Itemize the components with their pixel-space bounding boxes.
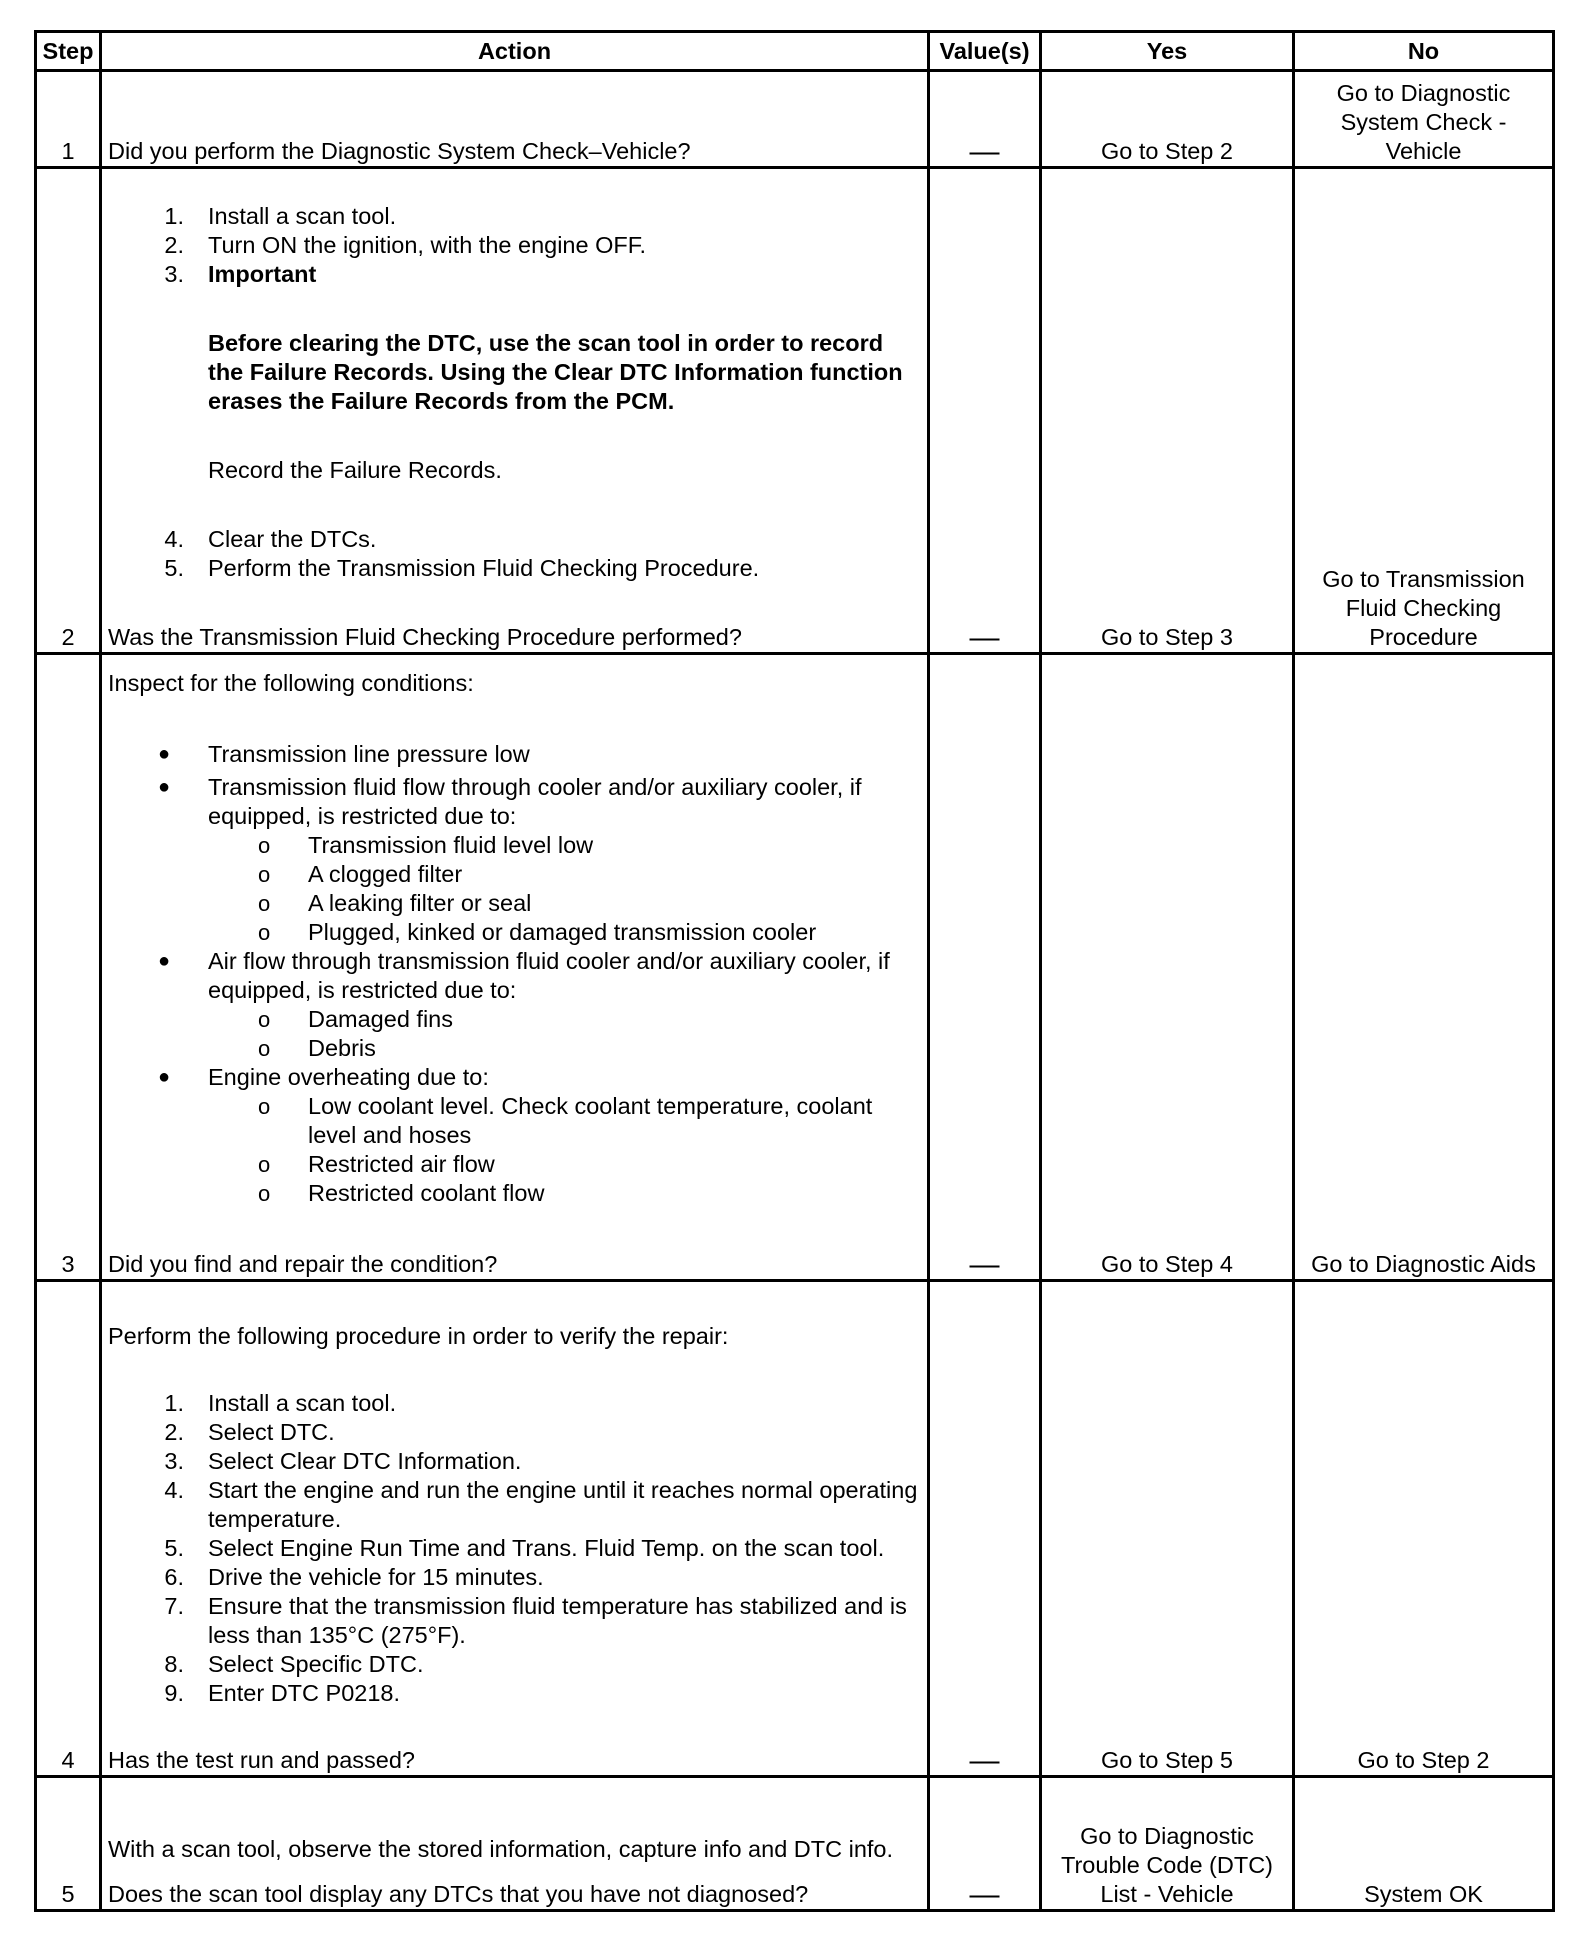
- sub-item: o Debris: [258, 1035, 376, 1061]
- circle-bullet-icon: o: [258, 1094, 271, 1119]
- question-text: Did you find and repair the condition?: [108, 1251, 498, 1277]
- list-item: 9. Enter DTC P0218.: [164, 1680, 401, 1706]
- bullet-icon: ●: [158, 950, 171, 972]
- value-dash: —: [929, 1281, 1041, 1777]
- header-values: Value(s): [929, 32, 1041, 71]
- step-number: 4: [36, 1281, 101, 1777]
- question-text: Was the Transmission Fluid Checking Procedure performed?: [108, 624, 742, 650]
- table-row: [36, 654, 1554, 1281]
- intro-text: Perform the following procedure in order to verify the repair:: [108, 1323, 729, 1349]
- circle-bullet-icon: o: [258, 833, 271, 858]
- bullet-icon: ●: [158, 1066, 171, 1088]
- value-dash: —: [929, 1777, 1041, 1911]
- sub-item: o Plugged, kinked or damaged transmission cooler: [258, 919, 817, 945]
- yes-link[interactable]: Go to Step 4: [1041, 654, 1294, 1281]
- question-text: Did you perform the Diagnostic System Check–Vehicle?: [108, 138, 691, 164]
- question-text: Does the scan tool display any DTCs that you have not diagnosed?: [108, 1881, 809, 1907]
- circle-bullet-icon: o: [258, 1036, 271, 1061]
- step-number: 5: [36, 1777, 101, 1911]
- yes-link[interactable]: Go to Diagnostic Trouble Code (DTC) List - Vehicle: [1041, 1777, 1294, 1911]
- step-action: [101, 1281, 929, 1777]
- no-link[interactable]: Go to Transmission Fluid Checking Procedure: [1294, 168, 1554, 654]
- sub-item: o Transmission fluid level low: [258, 832, 594, 858]
- header-action: Action: [101, 32, 929, 71]
- sub-item: o Restricted air flow: [258, 1151, 495, 1177]
- list-item: 8. Select Specific DTC.: [164, 1651, 424, 1677]
- no-link[interactable]: Go to Diagnostic System Check - Vehicle: [1294, 71, 1554, 168]
- list-item: ● Transmission fluid flow through cooler and/or auxiliary cooler, if equipped, is restricted due to: o Transmission fluid level low o A clogged filter o A leaking filter or seal o Plugged, kinked or damaged transmission cooler: [108, 773, 921, 947]
- no-link[interactable]: Go to Step 2: [1294, 1281, 1554, 1777]
- important-note: Before clearing the DTC, use the scan tool in order to record the Failure Records. Using the Clear DTC Information function erases the Failure Records from the PCM.: [208, 330, 903, 414]
- list-item: 2. Select DTC.: [164, 1419, 335, 1445]
- diagnostic-table: [34, 30, 1555, 1912]
- question-text: Has the test run and passed?: [108, 1747, 416, 1773]
- circle-bullet-icon: o: [258, 1007, 271, 1032]
- step-action: [101, 71, 929, 168]
- step-action: [101, 654, 929, 1281]
- procedure-list: [108, 1389, 921, 1708]
- step-action: [101, 168, 929, 654]
- sub-item: o Low coolant level. Check coolant temperature, coolant level and hoses: [258, 1093, 873, 1148]
- list-item: 3. Important Before clearing the DTC, use the scan tool in order to record the Failure Records. Using the Clear DTC Information function erases the Failure Records from the PCM. Record the Failure Records.: [108, 260, 921, 525]
- important-label: Important: [208, 261, 317, 287]
- circle-bullet-icon: o: [258, 1181, 271, 1206]
- sub-item: o Damaged fins: [258, 1006, 453, 1032]
- list-item: ● Air flow through transmission fluid cooler and/or auxiliary cooler, if equipped, is restricted due to: o Damaged fins o Debris: [108, 947, 921, 1063]
- intro-text: With a scan tool, observe the stored information, capture info and DTC info.: [108, 1836, 894, 1862]
- yes-link[interactable]: Go to Step 5: [1041, 1281, 1294, 1777]
- header-step: Step: [36, 32, 101, 71]
- circle-bullet-icon: o: [258, 1152, 271, 1177]
- procedure-list: [108, 202, 921, 583]
- yes-link[interactable]: Go to Step 3: [1041, 168, 1294, 654]
- list-item: 1. Install a scan tool.: [164, 1390, 397, 1416]
- list-item: 1. Install a scan tool.: [164, 203, 397, 229]
- header-row: [36, 32, 1554, 71]
- list-item: 4. Start the engine and run the engine until it reaches normal operating temperature.: [164, 1477, 918, 1532]
- step-number: 1: [36, 71, 101, 168]
- no-link[interactable]: Go to Diagnostic Aids: [1294, 654, 1554, 1281]
- list-item: 4. Clear the DTCs.: [164, 526, 377, 552]
- table-row: [36, 71, 1554, 168]
- table-row: [36, 1281, 1554, 1777]
- header-yes: Yes: [1041, 32, 1294, 71]
- sub-item: o A leaking filter or seal: [258, 890, 532, 916]
- yes-link[interactable]: Go to Step 2: [1041, 71, 1294, 168]
- value-dash: —: [929, 168, 1041, 654]
- circle-bullet-icon: o: [258, 862, 271, 887]
- bullet-icon: ●: [158, 776, 171, 798]
- step-number: 3: [36, 654, 101, 1281]
- bullet-icon: ●: [158, 743, 171, 765]
- step-action: [101, 1777, 929, 1911]
- value-dash: —: [929, 71, 1041, 168]
- circle-bullet-icon: o: [258, 891, 271, 916]
- list-item: 5. Select Engine Run Time and Trans. Fluid Temp. on the scan tool.: [164, 1535, 885, 1561]
- header-no: No: [1294, 32, 1554, 71]
- list-item: ● Engine overheating due to: o Low coolant level. Check coolant temperature, coolant level and hoses o Restricted air flow o Restricted coolant flow: [108, 1063, 921, 1208]
- list-item: ● Transmission line pressure low: [158, 741, 530, 767]
- circle-bullet-icon: o: [258, 920, 271, 945]
- step-number: 2: [36, 168, 101, 654]
- list-item: 3. Select Clear DTC Information.: [164, 1448, 522, 1474]
- record-note: Record the Failure Records.: [208, 457, 502, 483]
- condition-list: [108, 740, 921, 1208]
- sub-item: o Restricted coolant flow: [258, 1180, 545, 1206]
- list-item: 2. Turn ON the ignition, with the engine OFF.: [164, 232, 647, 258]
- no-link[interactable]: System OK: [1294, 1777, 1554, 1911]
- list-item: 5. Perform the Transmission Fluid Checking Procedure.: [164, 555, 760, 581]
- table-row: [36, 168, 1554, 654]
- sub-item: o A clogged filter: [258, 861, 463, 887]
- list-item: 7. Ensure that the transmission fluid temperature has stabilized and is less than 135°C (275°F).: [164, 1593, 907, 1648]
- value-dash: —: [929, 654, 1041, 1281]
- intro-text: Inspect for the following conditions:: [108, 670, 474, 696]
- list-item: 6. Drive the vehicle for 15 minutes.: [164, 1564, 544, 1590]
- table-row: [36, 1777, 1554, 1911]
